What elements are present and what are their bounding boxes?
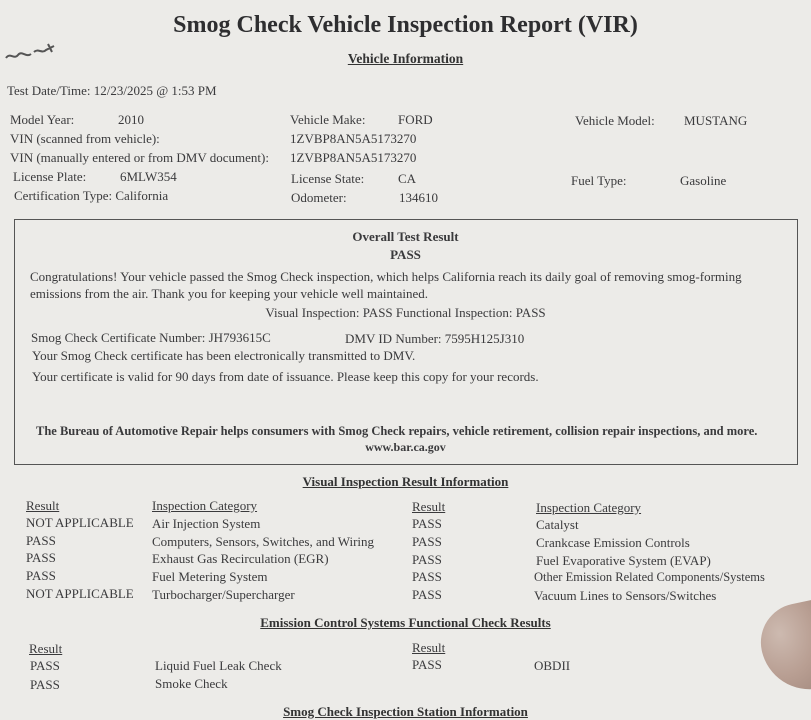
visual-right-result: PASS: [412, 587, 442, 602]
functional-result-header-right: Result: [412, 640, 446, 655]
visual-result-header-left: Result: [26, 498, 60, 513]
visual-right-category: Catalyst: [536, 517, 579, 532]
visual-result-header-right: Result: [412, 499, 446, 514]
visual-right-category: Vacuum Lines to Sensors/Switches: [534, 588, 717, 603]
model-year-value: 2010: [118, 112, 144, 127]
vin-manual-label: VIN (manually entered or from DMV document):: [10, 150, 269, 165]
certification-type: Certification Type: California: [14, 188, 169, 203]
visual-left-category: Fuel Metering System: [152, 569, 268, 584]
inspection-summary: Visual Inspection: PASS Functional Inspection: PASS: [265, 305, 546, 320]
validity-note: Your certificate is valid for 90 days from date of issuance. Please keep this copy for your records.: [32, 369, 539, 384]
vehicle-model-label: Vehicle Model:: [575, 113, 655, 128]
transmitted-note: Your Smog Check certificate has been electronically transmitted to DMV.: [32, 348, 416, 363]
vin-manual-value: 1ZVBP8AN5A5173270: [290, 150, 417, 165]
odometer-value: 134610: [399, 190, 438, 205]
visual-right-category: Other Emission Related Components/Systems: [534, 570, 765, 584]
visual-category-header-left: Inspection Category: [152, 498, 258, 513]
congrats-line-2: emissions from the air. Thank you for keeping your vehicle well maintained.: [30, 286, 428, 301]
vin-scanned-label: VIN (scanned from vehicle):: [10, 131, 160, 146]
functional-left-result: PASS: [30, 658, 60, 673]
report-title: Smog Check Vehicle Inspection Report (VIR): [173, 12, 638, 38]
fuel-type-label: Fuel Type:: [571, 173, 627, 188]
overall-result-value: PASS: [390, 247, 421, 262]
fuel-type-value: Gasoline: [680, 173, 727, 188]
functional-result-header-left: Result: [29, 641, 63, 656]
bar-note: The Bureau of Automotive Repair helps consumers with Smog Check repairs, vehicle retirement, collision repair inspections, and more.: [36, 424, 758, 438]
vin-scanned-value: 1ZVBP8AN5A5173270: [290, 131, 417, 146]
visual-left-category: Turbocharger/Supercharger: [152, 587, 295, 602]
license-plate-value: 6MLW354: [120, 169, 177, 184]
visual-right-result: PASS: [412, 552, 442, 567]
license-plate-label: License Plate:: [13, 169, 87, 184]
functional-left-result: PASS: [30, 677, 60, 692]
visual-left-category: Exhaust Gas Recirculation (EGR): [152, 551, 329, 566]
congrats-line-1: Congratulations! Your vehicle passed the Smog Check inspection, which helps California reach its daily goal of removing smog-forming: [30, 269, 742, 284]
overall-result-heading: Overall Test Result: [352, 229, 459, 244]
vehicle-make-label: Vehicle Make:: [290, 112, 366, 127]
functional-left-category: Smoke Check: [155, 676, 228, 691]
functional-left-category: Liquid Fuel Leak Check: [155, 658, 282, 673]
visual-right-category: Fuel Evaporative System (EVAP): [536, 553, 711, 568]
visual-left-result: PASS: [26, 568, 56, 583]
visual-category-header-right: Inspection Category: [536, 500, 642, 515]
test-datetime: Test Date/Time: 12/23/2025 @ 1:53 PM: [7, 83, 217, 98]
visual-left-category: Computers, Sensors, Switches, and Wiring: [152, 534, 375, 549]
certificate-number: Smog Check Certificate Number: JH793615C: [31, 330, 271, 345]
functional-right-category: OBDII: [534, 658, 571, 673]
visual-left-result: NOT APPLICABLE: [26, 586, 134, 601]
functional-right-result: PASS: [412, 657, 442, 672]
bar-url[interactable]: www.bar.ca.gov: [365, 440, 446, 454]
visual-right-result: PASS: [412, 569, 442, 584]
visual-left-result: PASS: [26, 550, 56, 565]
visual-right-result: PASS: [412, 516, 442, 531]
dmv-id-number: DMV ID Number: 7595H125J310: [345, 331, 525, 346]
license-state-value: CA: [398, 171, 417, 186]
license-state-label: License State:: [291, 171, 365, 186]
visual-left-category: Air Injection System: [152, 516, 261, 531]
visual-right-category: Crankcase Emission Controls: [536, 535, 690, 550]
vehicle-info-heading: Vehicle Information: [347, 51, 464, 66]
station-info-heading: Smog Check Inspection Station Information: [283, 704, 528, 719]
thumb: [754, 598, 811, 699]
visual-left-result: NOT APPLICABLE: [26, 515, 134, 530]
vehicle-make-value: FORD: [398, 112, 433, 127]
visual-inspection-heading: Visual Inspection Result Information: [302, 474, 509, 489]
visual-left-result: PASS: [26, 533, 56, 548]
functional-check-heading: Emission Control Systems Functional Check Results: [260, 615, 551, 630]
visual-right-result: PASS: [412, 534, 442, 549]
odometer-label: Odometer:: [291, 190, 347, 205]
model-year-label: Model Year:: [10, 112, 75, 127]
vehicle-model-value: MUSTANG: [684, 113, 748, 128]
